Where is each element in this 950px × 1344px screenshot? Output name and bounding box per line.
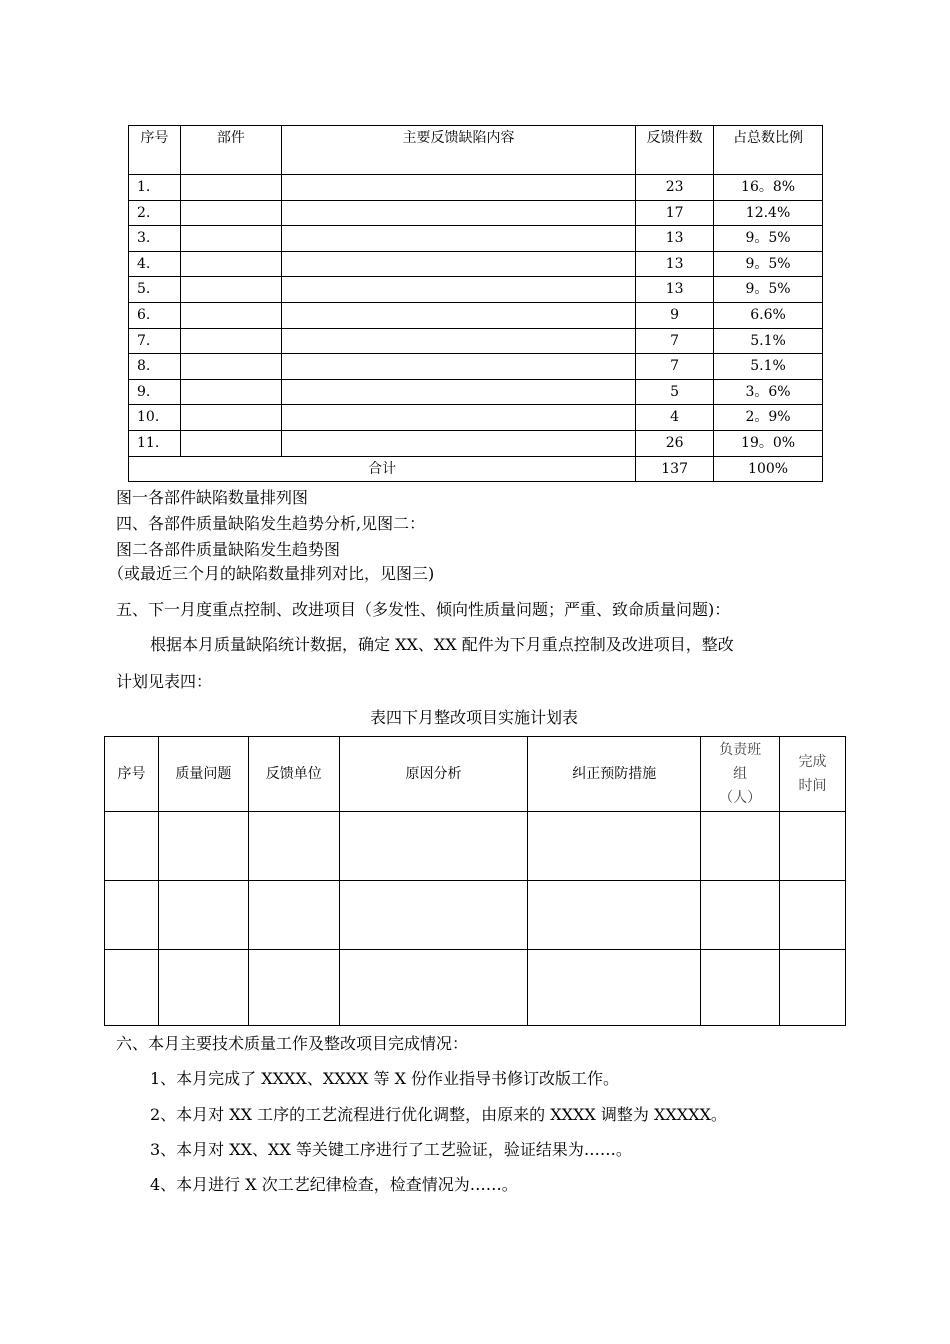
- table-row: [129, 277, 823, 303]
- section-6-heading: 六、本月主要技术质量工作及整改项目完成情况：: [116, 1034, 469, 1053]
- header-time-line1: 完成: [798, 754, 827, 770]
- row-pct: 19。0%: [714, 430, 823, 456]
- header-corrective-measures: 纠正预防措施: [528, 737, 701, 812]
- row-count: 23: [636, 175, 714, 201]
- row-index: 5.: [129, 277, 181, 303]
- row-pct: 9。5%: [714, 226, 823, 252]
- header-responsible-team: [701, 737, 780, 812]
- fig2-caption: 图二各部件质量缺陷发生趋势图: [116, 540, 341, 559]
- row-pct: 5.1%: [714, 354, 823, 380]
- section-4-heading: 四、各部件质量缺陷发生趋势分析,见图二：: [116, 514, 426, 533]
- total-pct: 100%: [714, 456, 823, 482]
- header-team-line2: 组: [733, 766, 748, 782]
- defect-count-table: [128, 125, 823, 482]
- row-count: 7: [636, 328, 714, 354]
- header-percentage: 占总数比例: [714, 126, 823, 175]
- row-count: 7: [636, 354, 714, 380]
- row-index: 11.: [129, 430, 181, 456]
- table-row: [129, 430, 823, 456]
- fig1-caption: 图一各部件缺陷数量排列图: [116, 488, 309, 507]
- row-index: 8.: [129, 354, 181, 380]
- row-pct: 3。6%: [714, 379, 823, 405]
- total-label: 合计: [129, 456, 636, 482]
- row-pct: 16。8%: [714, 175, 823, 201]
- table-row: [129, 354, 823, 380]
- header-defect-content: 主要反馈缺陷内容: [281, 126, 635, 175]
- table-header-row: [105, 737, 846, 812]
- row-count: 13: [636, 277, 714, 303]
- table-row: [129, 302, 823, 328]
- table-row: [105, 812, 846, 881]
- section-5-paragraph-line2: 计划见表四：: [116, 672, 213, 691]
- row-count: 13: [636, 251, 714, 277]
- row-count: 5: [636, 379, 714, 405]
- header-completion-time: [780, 737, 846, 812]
- table-row: [129, 251, 823, 277]
- row-count: 13: [636, 226, 714, 252]
- row-index: 9.: [129, 379, 181, 405]
- row-index: 10.: [129, 405, 181, 431]
- row-pct: 5.1%: [714, 328, 823, 354]
- row-index: 1.: [129, 175, 181, 201]
- row-count: 9: [636, 302, 714, 328]
- row-count: 26: [636, 430, 714, 456]
- header-part: 部件: [180, 126, 281, 175]
- table4-title: 表四下月整改项目实施计划表: [370, 708, 579, 727]
- rectification-plan-table: [104, 736, 846, 1026]
- row-count: 17: [636, 200, 714, 226]
- section-5-heading: 五、下一月度重点控制、改进项目（多发性、倾向性质量问题；严重、致命质量问题)：: [116, 600, 731, 619]
- header-team-line3: （人）: [719, 790, 762, 806]
- row-index: 7.: [129, 328, 181, 354]
- row-index: 6.: [129, 302, 181, 328]
- section-6-item-1: 1、本月完成了 XXXX、XXXX 等 X 份作业指导书修订改版工作。: [150, 1069, 620, 1088]
- header-feedback-unit: 反馈单位: [248, 737, 339, 812]
- table-row: [129, 226, 823, 252]
- row-index: 3.: [129, 226, 181, 252]
- section-6-item-2: 2、本月对 XX 工序的工艺流程进行优化调整，由原来的 XXXX 调整为 XXXXX。: [150, 1105, 727, 1124]
- section-6-item-3: 3、本月对 XX、XX 等关键工序进行了工艺验证，验证结果为……。: [150, 1140, 632, 1159]
- table-row: [105, 881, 846, 950]
- row-pct: 2。9%: [714, 405, 823, 431]
- header-time-line2: 时间: [798, 778, 827, 794]
- header-index: 序号: [105, 737, 159, 812]
- section-5-paragraph-line1: 根据本月质量缺陷统计数据，确定 XX、XX 配件为下月重点控制及改进项目，整改: [150, 635, 734, 654]
- section-6-item-4: 4、本月进行 X 次工艺纪律检查，检查情况为……。: [150, 1175, 518, 1194]
- total-count: 137: [636, 456, 714, 482]
- header-team-line1: 负责班: [719, 742, 762, 758]
- row-index: 4.: [129, 251, 181, 277]
- table-row: [105, 950, 846, 1026]
- table-row: [129, 175, 823, 201]
- row-pct: 12.4%: [714, 200, 823, 226]
- header-cause-analysis: 原因分析: [339, 737, 528, 812]
- header-feedback-count: 反馈件数: [636, 126, 714, 175]
- fig3-note: （或最近三个月的缺陷数量排列对比，见图三): [108, 564, 435, 583]
- row-index: 2.: [129, 200, 181, 226]
- table-row: [129, 379, 823, 405]
- header-index: 序号: [129, 126, 181, 175]
- total-row: [129, 456, 823, 482]
- row-count: 4: [636, 405, 714, 431]
- table-row: [129, 328, 823, 354]
- row-pct: 9。5%: [714, 277, 823, 303]
- table-row: [129, 405, 823, 431]
- row-pct: 6.6%: [714, 302, 823, 328]
- row-pct: 9。5%: [714, 251, 823, 277]
- header-quality-issue: 质量问题: [158, 737, 248, 812]
- table-header-row: [129, 126, 823, 175]
- table-row: [129, 200, 823, 226]
